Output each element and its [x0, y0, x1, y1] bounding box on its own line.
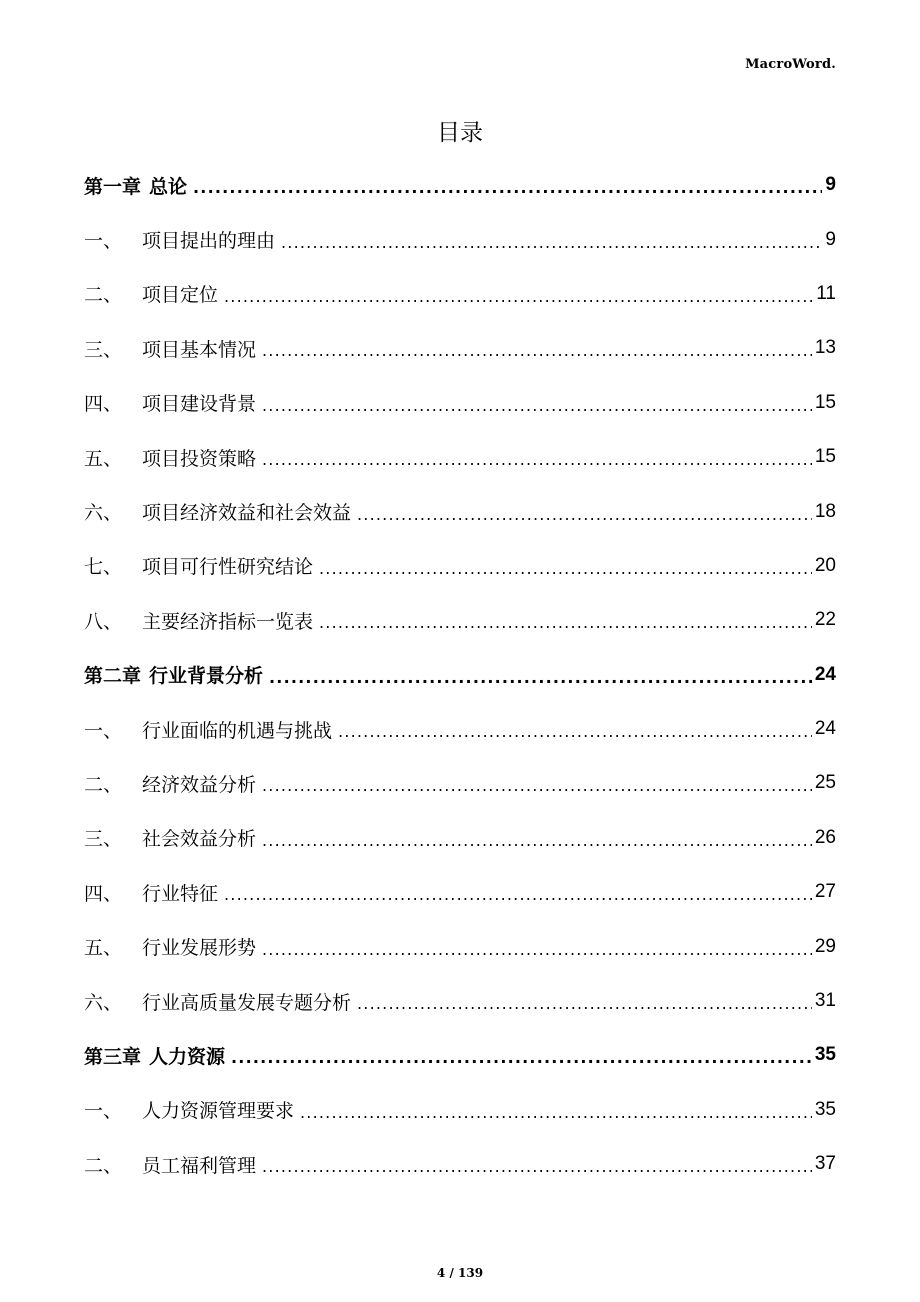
- toc-entry-page: 18: [814, 500, 836, 522]
- toc-dot-leader: [262, 1153, 812, 1175]
- toc-entry-number: 一、: [84, 719, 123, 742]
- toc-dot-leader: [224, 881, 812, 903]
- toc-section-entry[interactable]: [84, 811, 836, 865]
- toc-entry-label: 行业特征: [142, 882, 219, 905]
- toc-section-entry[interactable]: [84, 267, 836, 321]
- toc-dot-leader: [193, 174, 822, 196]
- toc-section-entry[interactable]: [84, 430, 836, 484]
- toc-section-entry[interactable]: [84, 1083, 836, 1137]
- toc-entry-page: 22: [814, 609, 836, 631]
- toc-entry-page: 29: [814, 935, 836, 957]
- toc-entry-label: 人力资源: [149, 1045, 226, 1068]
- toc-entry-label: 项目提出的理由: [142, 230, 276, 253]
- toc-entry-label: 行业背景分析: [149, 665, 264, 688]
- toc-entry-page: 37: [814, 1153, 836, 1175]
- toc-section-entry[interactable]: [84, 1137, 836, 1191]
- toc-entry-number: 四、: [84, 393, 123, 416]
- toc-entry-page: 35: [814, 1098, 836, 1120]
- toc-entry-label: 总论: [149, 175, 188, 198]
- toc-entry-number: 五、: [84, 447, 123, 470]
- toc-entry-number: 三、: [84, 828, 123, 851]
- toc-entry-label: 项目定位: [142, 284, 219, 307]
- toc-entry-number: 第二章: [84, 665, 142, 688]
- toc-chapter-entry[interactable]: [84, 648, 836, 702]
- toc-entry-label: 社会效益分析: [142, 828, 257, 851]
- toc-entry-number: 二、: [84, 773, 123, 796]
- toc-section-entry[interactable]: [84, 702, 836, 756]
- toc-entry-page: 15: [814, 391, 836, 413]
- toc-entry-number: 五、: [84, 937, 123, 960]
- toc-entry-label: 项目可行性研究结论: [142, 556, 314, 579]
- toc-entry-label: 项目投资策略: [142, 447, 257, 470]
- toc-dot-leader: [262, 772, 812, 794]
- toc-dot-leader: [224, 283, 813, 305]
- toc-entry-page: 15: [814, 446, 836, 468]
- toc-entry-number: 第三章: [84, 1045, 142, 1068]
- toc-entry-page: 35: [814, 1044, 836, 1066]
- toc-entry-page: 31: [814, 990, 836, 1012]
- toc-chapter-entry[interactable]: [84, 1028, 836, 1082]
- toc-entry-label: 主要经济指标一览表: [142, 610, 314, 633]
- toc-dot-leader: [357, 501, 812, 523]
- toc-entry-number: 一、: [84, 230, 123, 253]
- toc-entry-label: 员工福利管理: [142, 1154, 257, 1177]
- toc-entry-number: 七、: [84, 556, 123, 579]
- toc-dot-leader: [319, 555, 812, 577]
- toc-dot-leader: [262, 936, 812, 958]
- toc-section-entry[interactable]: [84, 539, 836, 593]
- toc-section-entry[interactable]: [84, 484, 836, 538]
- toc-entry-label: 项目建设背景: [142, 393, 257, 416]
- toc-dot-leader: [262, 827, 812, 849]
- toc-section-entry[interactable]: [84, 974, 836, 1028]
- toc-entry-page: 20: [814, 554, 836, 576]
- toc-entry-page: 25: [814, 772, 836, 794]
- toc-entry-number: 六、: [84, 991, 123, 1014]
- toc-entry-number: 二、: [84, 284, 123, 307]
- toc-section-entry[interactable]: [84, 919, 836, 973]
- toc-entry-page: 9: [825, 228, 836, 250]
- toc-dot-leader: [338, 718, 812, 740]
- toc-section-entry[interactable]: [84, 756, 836, 810]
- toc-entry-number: 第一章: [84, 175, 142, 198]
- toc-entry-page: 27: [814, 881, 836, 903]
- toc-entry-number: 三、: [84, 338, 123, 361]
- toc-dot-leader: [262, 392, 812, 414]
- toc-entry-number: 二、: [84, 1154, 123, 1177]
- toc-entry-page: 11: [816, 282, 836, 304]
- toc-entry-label: 行业面临的机遇与挑战: [142, 719, 333, 742]
- toc-chapter-entry[interactable]: [84, 158, 836, 212]
- toc-section-entry[interactable]: [84, 593, 836, 647]
- toc-entry-label: 行业发展形势: [142, 937, 257, 960]
- toc-entry-label: 人力资源管理要求: [142, 1100, 295, 1123]
- toc-dot-leader: [231, 1044, 812, 1066]
- toc-entry-number: 八、: [84, 610, 123, 633]
- toc-dot-leader: [319, 609, 812, 631]
- toc-dot-leader: [262, 446, 812, 468]
- toc-list: [84, 158, 836, 1191]
- toc-section-entry[interactable]: [84, 865, 836, 919]
- toc-entry-label: 项目基本情况: [142, 338, 257, 361]
- toc-entry-label: 行业高质量发展专题分析: [142, 991, 352, 1014]
- toc-entry-page: 24: [814, 663, 836, 685]
- toc-entry-page: 9: [825, 174, 836, 196]
- toc-section-entry[interactable]: [84, 321, 836, 375]
- toc-dot-leader: [357, 990, 812, 1012]
- toc-dot-leader: [262, 337, 812, 359]
- toc-entry-number: 一、: [84, 1100, 123, 1123]
- toc-entry-number: 四、: [84, 882, 123, 905]
- toc-entry-page: 26: [814, 826, 836, 848]
- toc-entry-number: 六、: [84, 502, 123, 525]
- toc-entry-page: 24: [814, 718, 836, 740]
- header-brand: MacroWord.: [745, 57, 836, 72]
- toc-dot-leader: [281, 229, 822, 251]
- toc-title: 目录: [437, 120, 483, 146]
- page-number: 4 / 139: [436, 1266, 484, 1280]
- toc-dot-leader: [300, 1099, 812, 1121]
- toc-dot-leader: [269, 664, 812, 686]
- toc-entry-label: 项目经济效益和社会效益: [142, 502, 352, 525]
- toc-entry-label: 经济效益分析: [142, 773, 257, 796]
- toc-entry-page: 13: [814, 337, 836, 359]
- toc-section-entry[interactable]: [84, 212, 836, 266]
- toc-section-entry[interactable]: [84, 376, 836, 430]
